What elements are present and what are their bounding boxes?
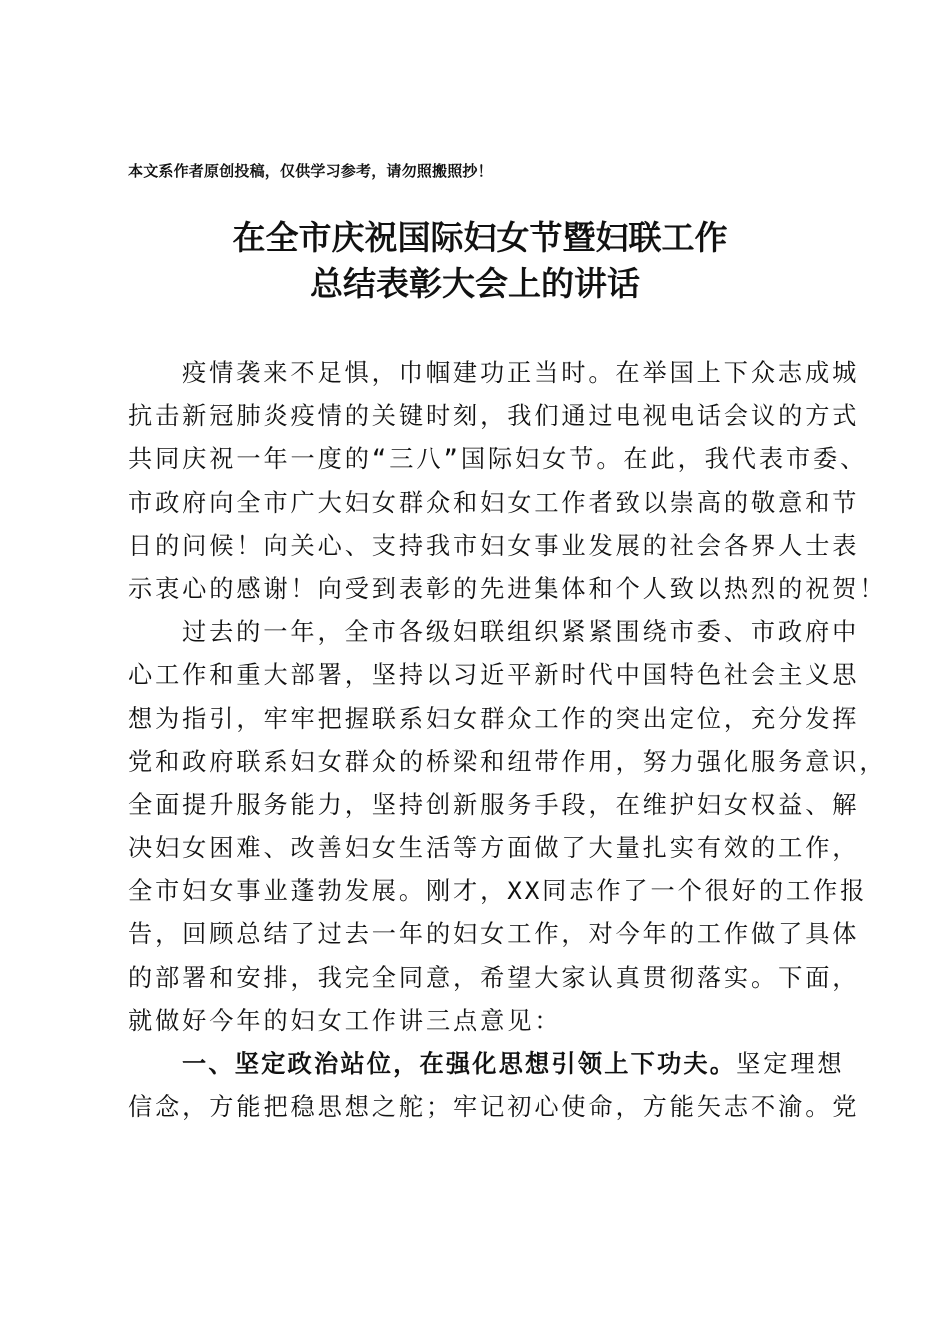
text-line: 全面提升服务能力，坚持创新服务手段，在维护妇女权益、解	[128, 790, 860, 819]
copyright-notice: 本文系作者原创投稿，仅供学习参考，请勿照搬照抄！	[128, 162, 493, 180]
text-line: 抗击新冠肺炎疫情的关键时刻，我们通过电视电话会议的方式	[128, 402, 860, 431]
title-line-2: 总结表彰大会上的讲话	[310, 264, 640, 303]
text-line: 决妇女困难、改善妇女生活等方面做了大量扎实有效的工作，	[128, 834, 860, 863]
title-line-1: 在全市庆祝国际妇女节暨妇联工作	[232, 218, 728, 257]
text-run: 坚定理想	[736, 1050, 845, 1078]
text-line: 共同庆祝一年一度的“三八”国际妇女节。在此，我代表市委、	[128, 445, 868, 474]
text-line: 全市妇女事业蓬勃发展。刚才，XX同志作了一个很好的工作报	[128, 877, 868, 906]
text-line: 的部署和安排，我完全同意，希望大家认真贯彻落实。下面，	[128, 963, 860, 992]
text-line: 想为指引，牢牢把握联系妇女群众工作的突出定位，充分发挥	[128, 704, 860, 733]
text-line: 示衷心的感谢！向受到表彰的先进集体和个人致以热烈的祝贺！	[128, 574, 887, 603]
text-line: 就做好今年的妇女工作讲三点意见：	[128, 1006, 562, 1035]
paragraph-review	[128, 611, 887, 1043]
speech-body	[128, 352, 887, 1129]
text-line	[128, 1043, 845, 1086]
paragraph-opening	[128, 352, 887, 611]
text-line: 市政府向全市广大妇女群众和妇女工作者致以崇高的敬意和节	[128, 488, 860, 517]
text-line: 党和政府联系妇女群众的桥梁和纽带作用，努力强化服务意识，	[128, 747, 887, 776]
text-line: 信念，方能把稳思想之舵；牢记初心使命，方能矢志不渝。党	[128, 1093, 860, 1122]
text-line: 日的问候！向关心、支持我市妇女事业发展的社会各界人士表	[128, 531, 860, 560]
section-heading: 一、坚定政治站位，在强化思想引领上下功夫。	[182, 1050, 737, 1078]
text-line: 心工作和重大部署，坚持以习近平新时代中国特色社会主义思	[128, 661, 860, 690]
text-line: 疫情袭来不足惧，巾帼建功正当时。在举国上下众志成城	[182, 359, 860, 387]
paragraph-point-one	[128, 1043, 860, 1129]
text-line: 告，回顾总结了过去一年的妇女工作，对今年的工作做了具体	[128, 920, 860, 949]
text-line: 过去的一年，全市各级妇联组织紧紧围绕市委、市政府中	[182, 618, 860, 647]
